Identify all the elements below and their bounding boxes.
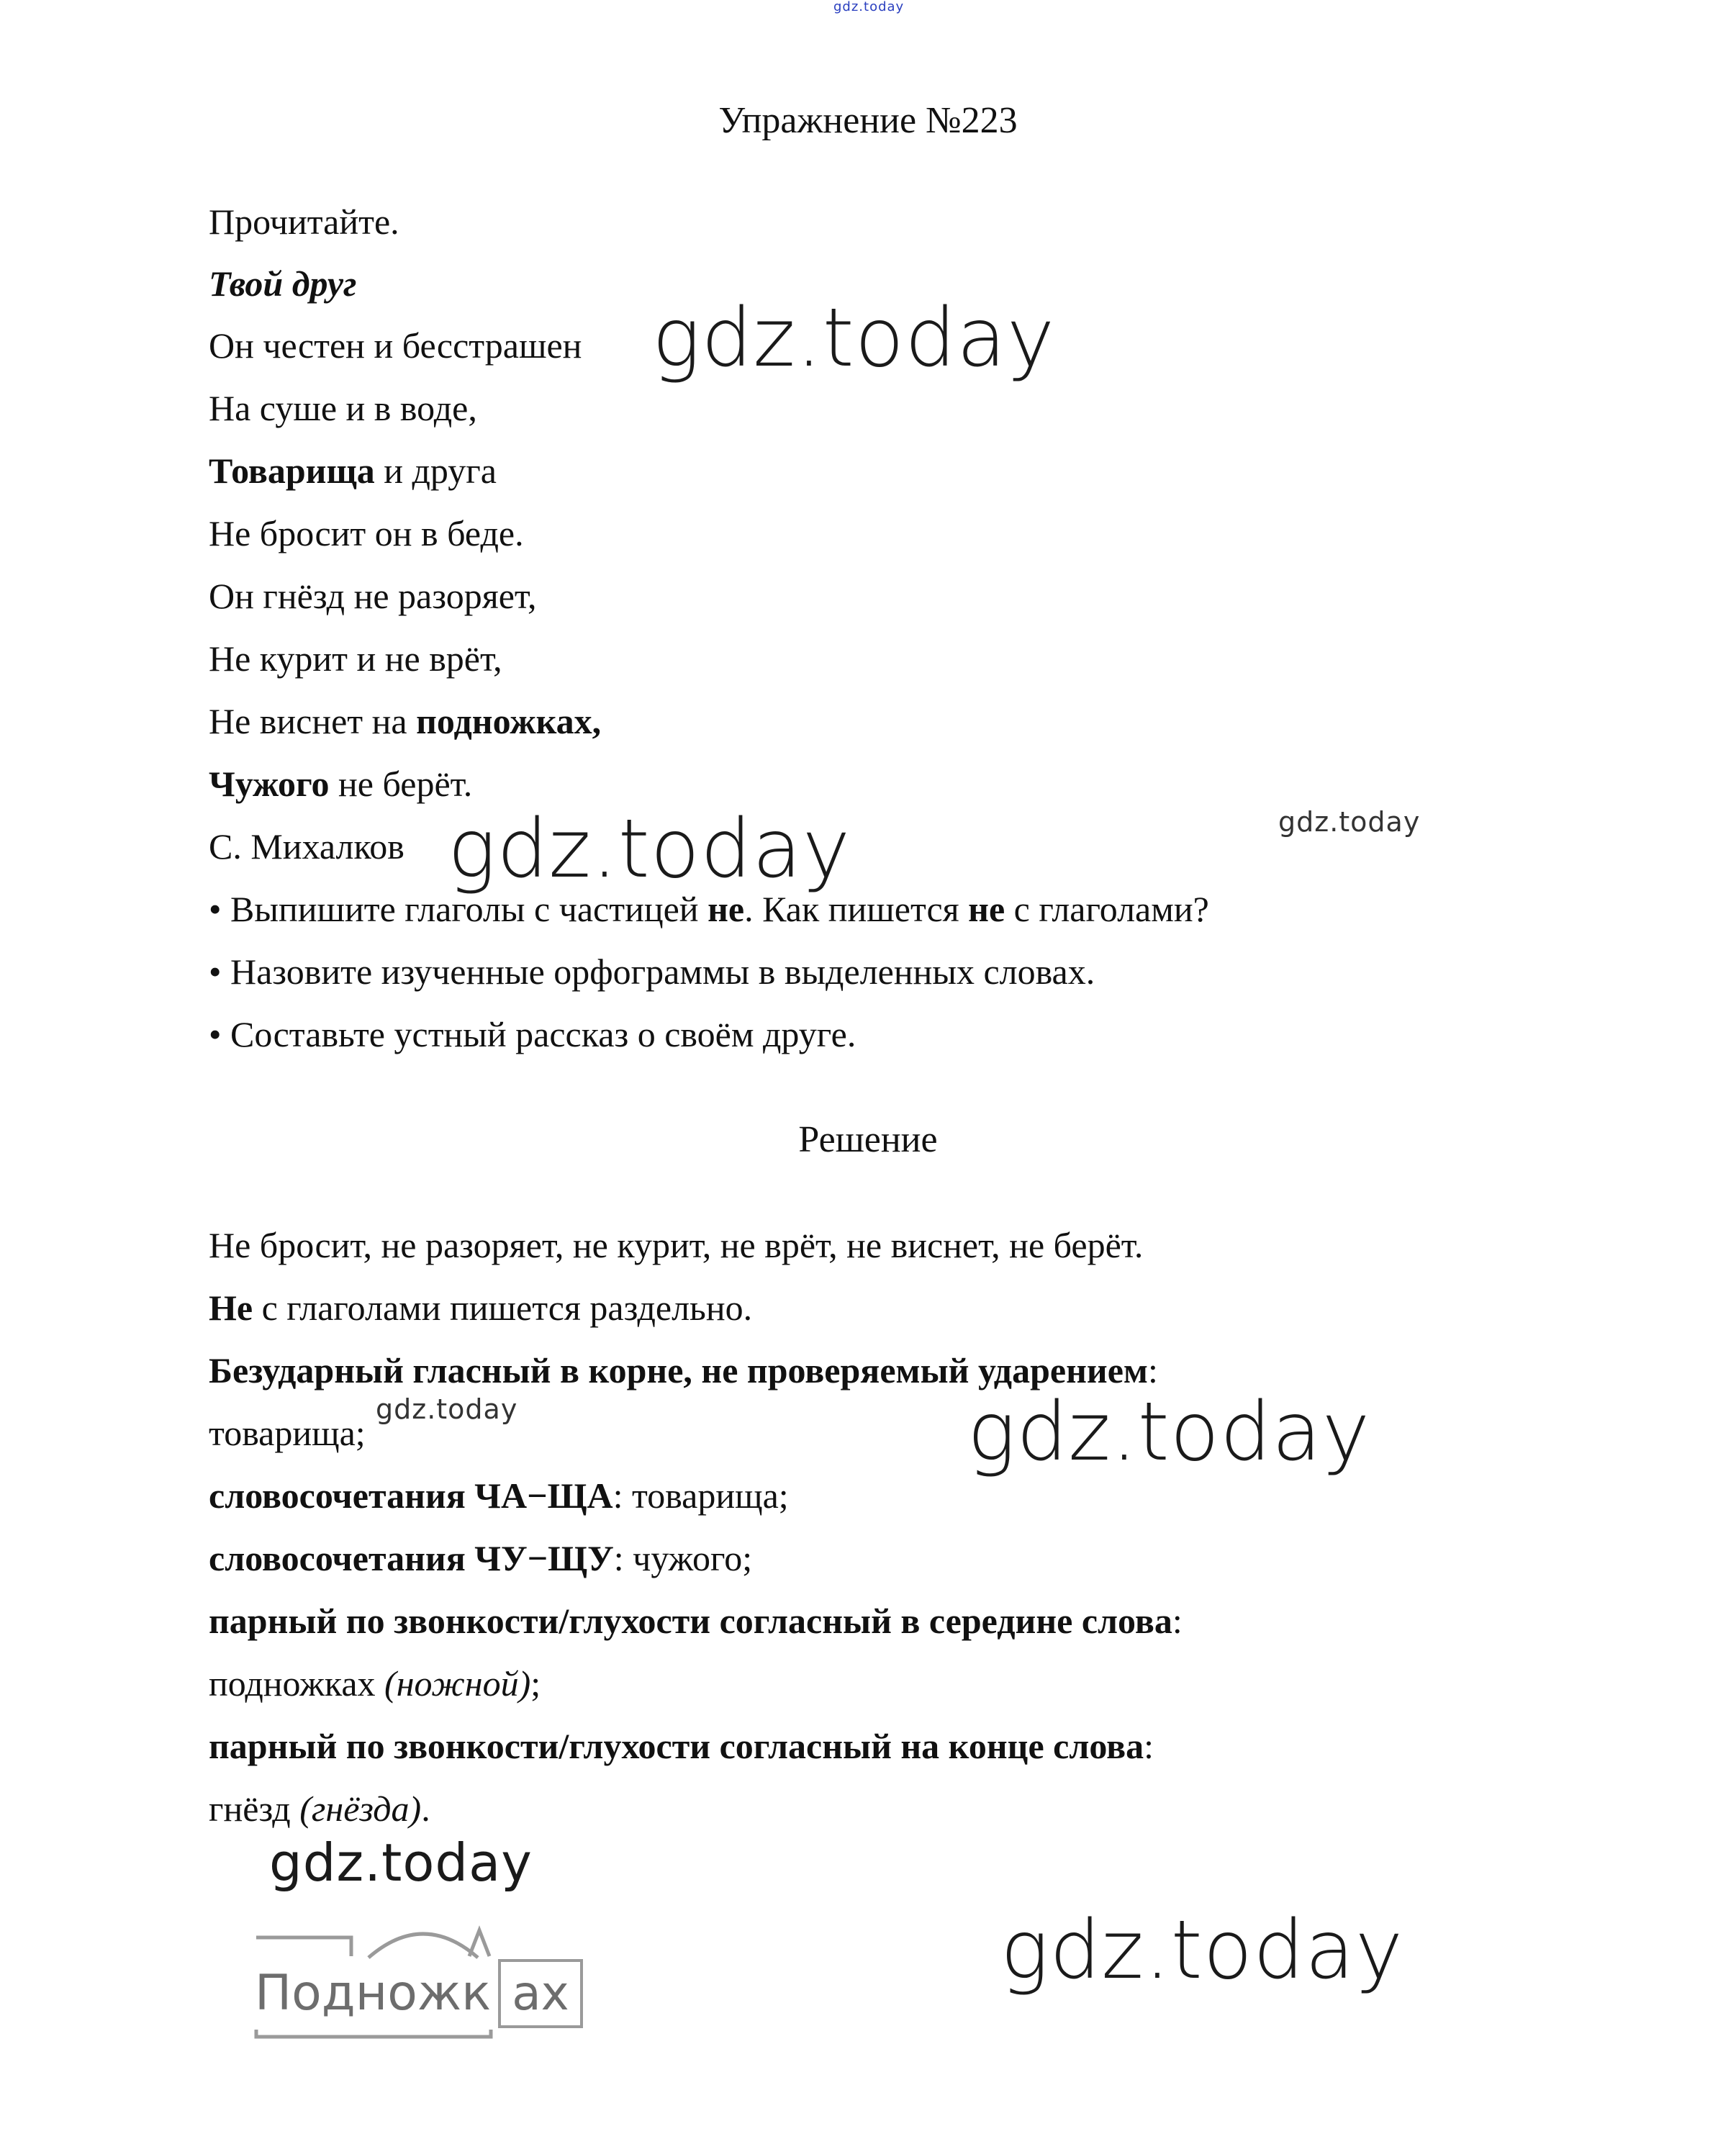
solution-text: : товарища; — [612, 1475, 789, 1516]
solution-text: гнёзд — [209, 1788, 300, 1829]
solution-text: подножках — [209, 1663, 385, 1704]
watermark: gdz.today — [1278, 806, 1421, 838]
poem-line-4: Не бросит он в беде. — [209, 513, 524, 553]
poem-text: не берёт. — [329, 764, 473, 804]
solution-italic: (ножной) — [384, 1663, 531, 1704]
poem-line-5: Он гнёзд не разоряет, — [209, 576, 537, 616]
watermark: gdz.today — [269, 1832, 533, 1893]
poem-line-7 — [209, 700, 601, 743]
poem-text: и друга — [374, 451, 497, 491]
solution-text: ; — [530, 1663, 541, 1704]
highlight-word: Товарища — [209, 451, 375, 491]
watermark: gdz.today — [967, 1385, 1371, 1479]
morphology-diagram — [253, 1914, 592, 2044]
solution-line-2 — [209, 1286, 752, 1329]
solution-line-8 — [209, 1662, 541, 1705]
suffix-mark — [469, 1930, 489, 1956]
question-text: • Выпишите глаголы с частицей — [209, 889, 708, 929]
solution-bold: парный по звонкости/глухости согласный на конце слова — [209, 1726, 1144, 1766]
morphology-stem: Подножк — [255, 1965, 492, 2022]
poem-line-6: Не курит и не врёт, — [209, 638, 502, 679]
watermark: gdz.today — [448, 802, 851, 896]
solution-text: . — [421, 1788, 430, 1829]
question-2: • Назовите изученные орфограммы в выделенных словах. — [209, 951, 1095, 992]
solution-line-5 — [209, 1474, 789, 1517]
poem-line-2: На суше и в воде, — [209, 388, 477, 428]
solution-line-1: Не бросит, не разоряет, не курит, не врёт, не виснет, не берёт. — [209, 1225, 1144, 1265]
highlight-word: Чужого — [209, 764, 330, 804]
question-bold: не — [968, 889, 1005, 929]
solution-line-4: товарища; — [209, 1413, 366, 1453]
question-text: с глаголами? — [1005, 889, 1209, 929]
solution-line-6 — [209, 1537, 752, 1580]
poem-line-1: Он честен и бесстрашен — [209, 325, 582, 366]
watermark: gdz.today — [376, 1393, 518, 1425]
solution-bold: парный по звонкости/глухости согласный в середине слова — [209, 1601, 1172, 1641]
question-3: • Составьте устный рассказ о своём друге. — [209, 1014, 856, 1054]
instruction-text: Прочитайте. — [209, 202, 399, 242]
solution-heading: Решение — [798, 1119, 938, 1160]
solution-bold: словосочетания ЧУ−ЩУ — [209, 1538, 614, 1578]
solution-text: : — [1172, 1601, 1183, 1641]
solution-line-9 — [209, 1724, 1154, 1768]
root-mark — [369, 1934, 478, 1958]
solution-text: : — [1144, 1726, 1154, 1766]
solution-line-7 — [209, 1599, 1183, 1642]
solution-text: : — [1147, 1350, 1158, 1390]
morphology-ending: ах — [498, 1959, 583, 2028]
question-bold: не — [707, 889, 745, 929]
question-text: . Как пишется — [744, 889, 969, 929]
highlight-word: подножках, — [416, 701, 602, 741]
exercise-title: Упражнение №223 — [718, 100, 1018, 141]
poem-line-3 — [209, 449, 497, 492]
poem-text: Не виснет на — [209, 701, 417, 741]
watermark: gdz.today — [1000, 1904, 1404, 1997]
watermark: gdz.today — [652, 291, 1056, 385]
poem-title: Твой друг — [209, 263, 357, 304]
solution-line-10 — [209, 1787, 430, 1830]
solution-bold: Безударный гласный в корне, не проверяемый ударением — [209, 1350, 1148, 1390]
prefix-mark — [256, 1937, 351, 1956]
solution-text: : чужого; — [613, 1538, 753, 1578]
poem-author: С. Михалков — [209, 826, 404, 867]
watermark-top: gdz.today — [833, 0, 905, 14]
solution-text: с глаголами пишется раздельно. — [253, 1288, 753, 1328]
solution-bold: Не — [209, 1288, 253, 1328]
solution-italic: (гнёзда) — [299, 1788, 422, 1829]
stem-mark — [256, 2030, 491, 2037]
solution-bold: словосочетания ЧА−ЩА — [209, 1475, 613, 1516]
poem-line-8 — [209, 762, 472, 805]
